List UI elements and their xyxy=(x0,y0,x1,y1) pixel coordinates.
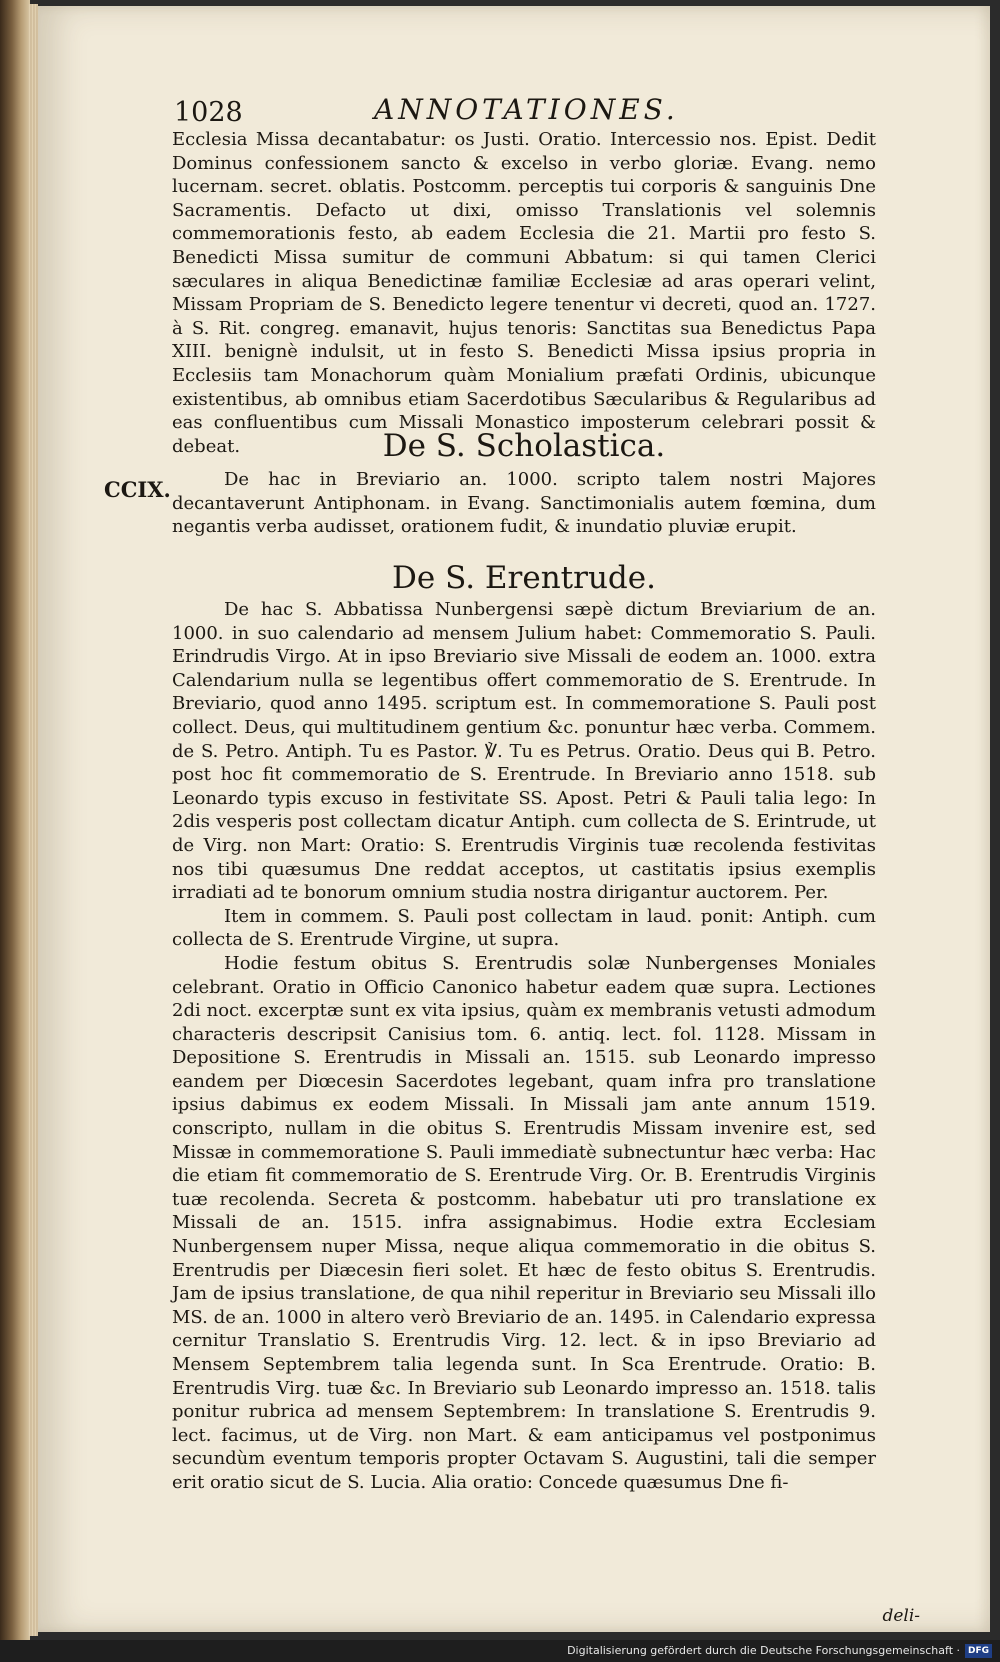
page-edges xyxy=(28,4,38,1636)
erentrude-paragraph-3: Hodie festum obitus S. Erentrudis solæ Nunbergenses Moniales celebrant. Oratio in Officio Canonico habetur eadem quæ supra. Lectiones 2di noct. excerptæ sunt ex vita ipsius, quàm ex membranis vetusti admodum characteris descripsit Canisius tom. 6. antiq. lect. fol. 1128. Missam in Depositione S. Erentrudis in Missali an. 1515. sub Leonardo impresso eandem per Diœcesin Sacerdotes legebant, quam infra pro translatione ipsius dabimus ex eodem Missali. In Missali jam ante annum 1519. conscripto, nullam in die obitus S. Erentrudis Missam invenire est, sed Missæ in commemoratione S. Pauli immediatè subnectuntur hæc verba: Hac die etiam fit commemoratio de S. Erentrude Virg. Or. B. Erentrudis Virginis tuæ recolenda. Secreta & postcomm. habebatur uti pro translatione ex Missali de an. 1515. infra assignabimus. Hodie extra Ecclesiam Nunbergensem nuper Missa, neque aliqua commemoratio in die obitus S. Erentrudis per Diæcesin fieri solet. Et hæc de festo obitus S. Erentrudis. Jam de ipsius translatione, de qua nihil reperitur in Breviario seu Missali illo MS. de an. 1000 in altero verò Breviario de an. 1495. in Calendario expressa cernitur Translatio S. Erentrudis Virg. 12. lect. & in ipso Breviario ad Mensem Septembrem talia legenda sunt. In Sca Erentrude. Oratio: B. Erentrudis Virg. tuæ &c. In Breviario sub Leonardo impresso an. 1518. talis ponitur rubrica ad mensem Septembrem: In translatione S. Erentrudis 9. lect. facimus, ut de Virg. non Mart. & eam anticipamus vel postponimus secundùm eventum temporis propter Octavam S. Augustini, tali die semper erit oratio sicut de S. Lucia. Alia oratio: Concede quæsumus Dne fi- xyxy=(172,952,876,1493)
erentrude-paragraph-1: De hac S. Abbatissa Nunbergensi sæpè dictum Breviarium de an. 1000. in suo calendario ad mensem Julium habet: Commemoratio S. Pauli. Erindrudis Virgo. At in ipso Breviario sive Missali de eodem an. 1000. extra Calendarium nulla se legentibus offert commemoratio de S. Erentrude. In Breviario, quod anno 1495. scriptum est. In commemoratione S. Pauli post collect. Deus, qui multitudinem gentium &c. ponuntur hæc verba. Commem. de S. Petro. Antiph. Tu es Pastor. ℣. Tu es Petrus. Oratio. Deus qui B. Petro. post hoc fit commemoratio de S. Erentrude. In Breviario anno 1518. sub Leonardo typis excuso in festivitate SS. Apost. Petri & Pauli talia lego: In 2dis vesperis post collectam dicatur Antiph. cum collecta de S. Erintrude, ut de Virg. non Mart: Oratio: S. Erentrudis Virginis tuæ recolenda festivitas nos tibi quæsumus Dne reddat acceptos, ut castitatis ipsius exemplis irradiati ad te bonorum omnium studia nostra dirigantur auctorem. Per. xyxy=(172,599,876,904)
running-title: ANNOTATIONES. xyxy=(374,93,679,126)
intro-paragraph xyxy=(172,128,876,458)
heading-erentrude: De S. Erentrude. xyxy=(392,560,656,596)
intro-text: Ecclesia Missa decantabatur: os Justi. Oratio. Intercessio nos. Epist. Dedit Dominus confessionem sancto & excelso in verbo gloriæ. Evang. nemo lucernam. secret. oblatis. Postcomm. perceptis tui corporis & sanguinis Dne Sacramentis. Defacto ut dixi, omisso Translationis vel solemnis commemorationis festo, ab eadem Ecclesia die 21. Martii pro festo S. Benedicti Missa sumitur de communi Abbatum: si qui tamen Clerici sæculares in aliqua Benedictinæ familiæ Ecclesiæ ad aras operari velint, Missam Propriam de S. Benedicto legere tenentur vi decreti, quod an. 1727. à S. Rit. congreg. emanavit, hujus tenoris: Sanctitas sua Benedictus Papa XIII. benignè indulsit, ut in festo S. Benedicti Missa ipsius propria in Ecclesiis tam Monachorum quàm Monialium præfati Ordinis, ubicunque existentibus, ab omnibus etiam Sacerdotibus Sæcularibus & Regularibus ad eas confluentibus cum Missali Monastico imposterum celebrari possit & debeat. xyxy=(172,129,876,457)
erentrude-section xyxy=(172,598,876,1495)
erentrude-paragraph-2: Item in commem. S. Pauli post collectam in laud. ponit: Antiph. cum collecta de S. Erentrude Virgine, ut supra. xyxy=(172,905,876,951)
page-number: 1028 xyxy=(174,97,243,128)
heading-scholastica: De S. Scholastica. xyxy=(382,428,666,464)
margin-number: CCIX. xyxy=(104,477,171,502)
scholastica-text: De hac in Breviario an. 1000. scripto talem nostri Majores decantaverunt Antiphonam. in Evang. Sanctimonialis autem fœmina, dum negantis verba audisset, orationem fudit, & inundatio pluviæ erupit. xyxy=(172,469,876,538)
book-spine xyxy=(0,0,30,1640)
dfg-logo: DFG xyxy=(965,1644,992,1658)
catchword: deli- xyxy=(882,1606,920,1626)
scholastica-section xyxy=(172,468,876,539)
footer-credit: Digitalisierung gefördert durch die Deutsche Forschungsgemeinschaft · xyxy=(0,1640,1000,1662)
